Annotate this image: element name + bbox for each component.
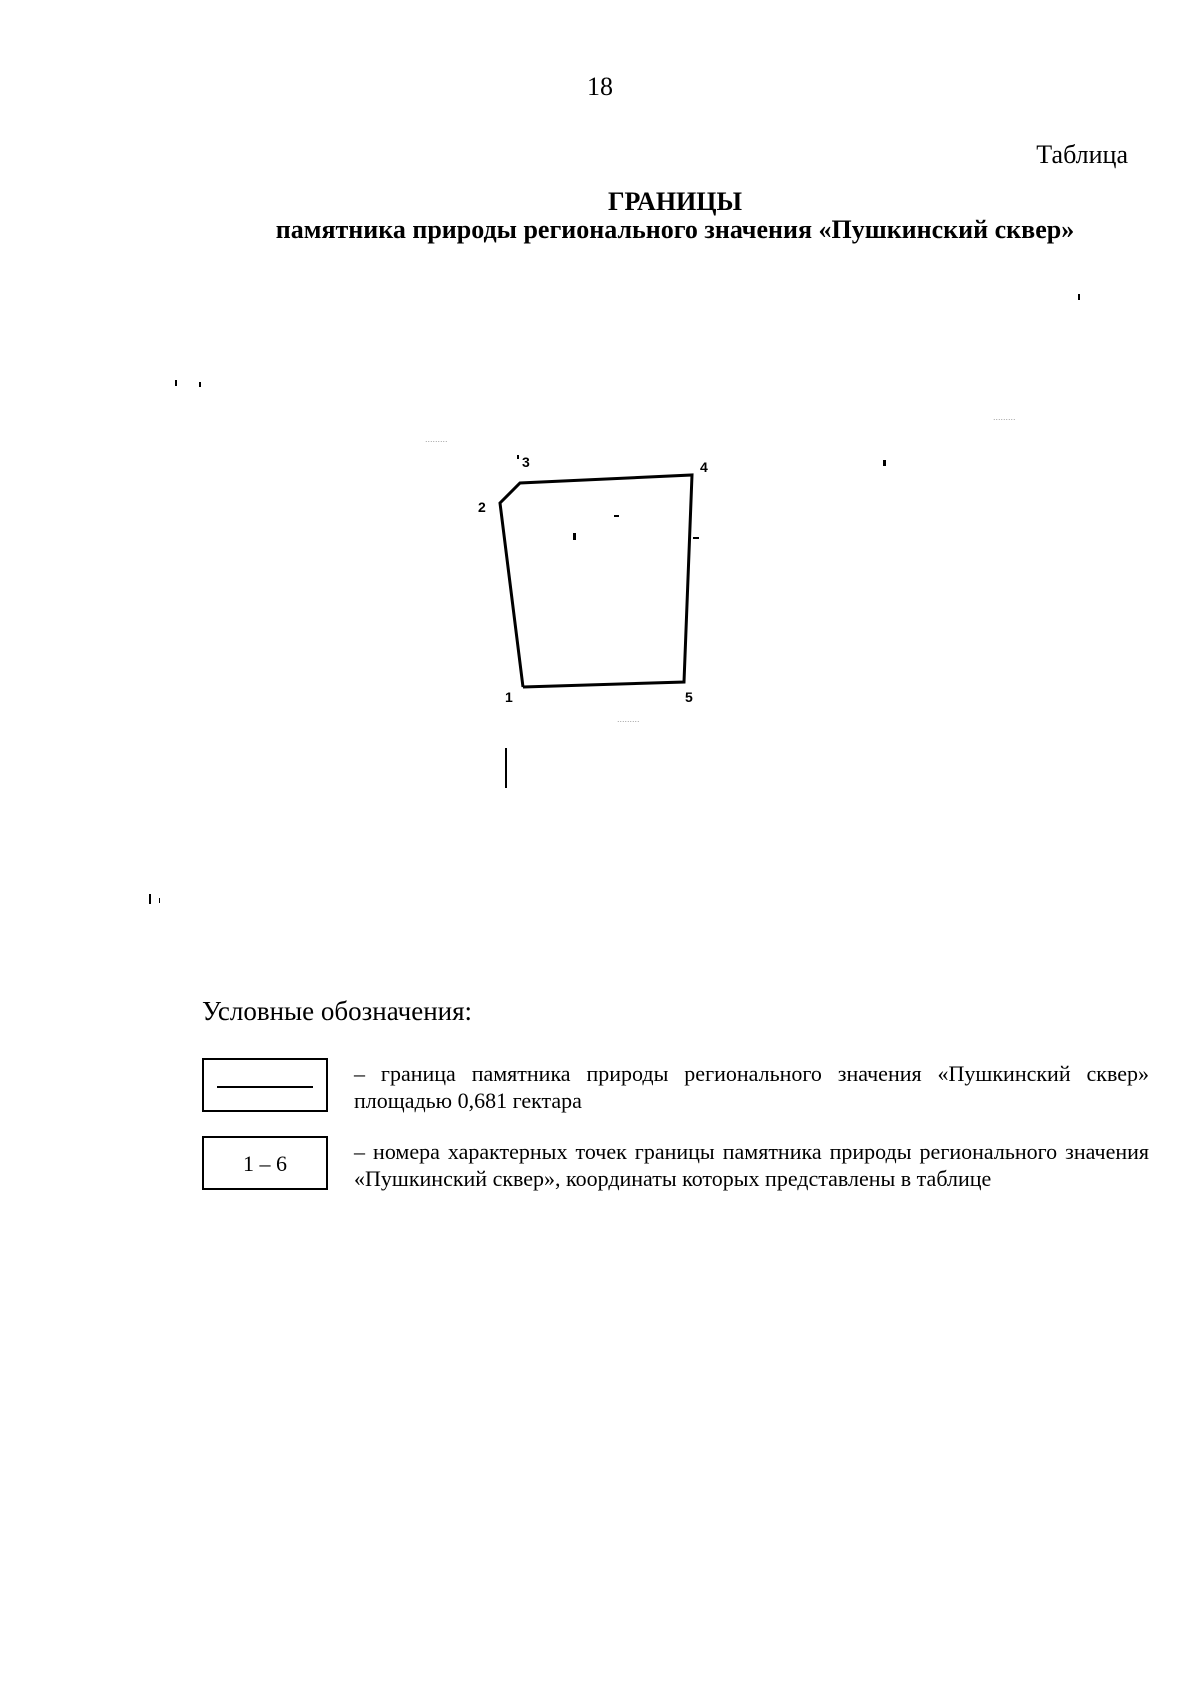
point-label-4: 4 <box>700 459 708 475</box>
boundary-map <box>0 250 1200 950</box>
title-line-2: памятника природы регионального значения «Пушкинский сквер» <box>275 215 1075 244</box>
boundary-line-sample <box>217 1086 313 1088</box>
legend-heading: Условные обозначения: <box>202 996 473 1026</box>
table-label: Таблица <box>1036 140 1128 169</box>
page-number: 18 <box>587 72 613 101</box>
page-title <box>0 188 1200 244</box>
boundary-line <box>500 475 692 687</box>
legend-line-symbol <box>202 1058 328 1112</box>
faint-map-text <box>425 412 1016 724</box>
point-label-3: 3 <box>522 454 530 470</box>
svg-text:.........: ......... <box>993 412 1016 422</box>
point-label-1: 1 <box>505 689 513 705</box>
title-line-1: ГРАНИЦЫ <box>607 187 743 216</box>
scan-artifacts <box>149 294 1080 904</box>
point-label-2: 2 <box>478 499 486 515</box>
legend-boundary-text: – граница памятника природы регионального значения «Пушкинский сквер» площадью 0,681 гектара <box>354 1061 1149 1113</box>
legend-points-symbol: 1 – 6 <box>202 1136 328 1190</box>
svg-text:.........: ......... <box>425 434 448 444</box>
svg-text:.........: ......... <box>617 714 640 724</box>
point-label-5: 5 <box>685 689 693 705</box>
legend-points-text: – номера характерных точек границы памятника природы регионального значения «Пушкинский сквер», координаты которых представлены в таблице <box>354 1139 1149 1191</box>
